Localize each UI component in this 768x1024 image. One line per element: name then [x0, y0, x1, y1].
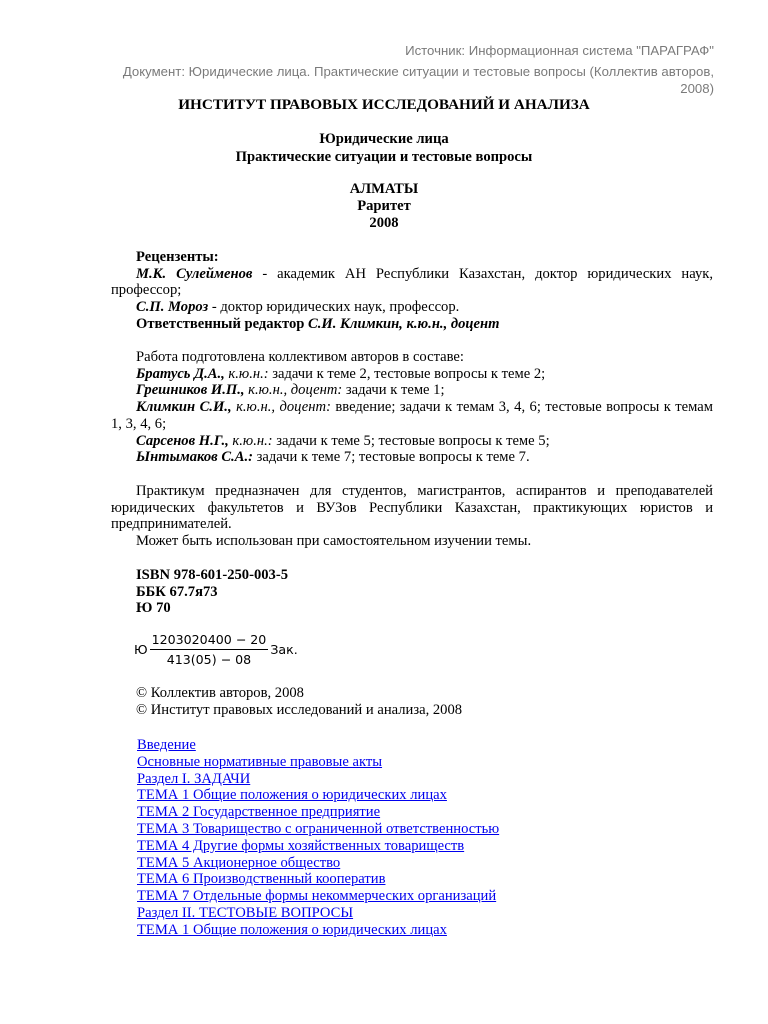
purpose-note: Может быть использован при самостоятельном изучении темы. [136, 533, 532, 550]
book-subtitle: Практические ситуации и тестовые вопросы [235, 149, 533, 165]
author-2-name: Грешников И.П., [136, 382, 245, 399]
author-3-title: к.ю.н., доцент: [231, 399, 331, 416]
toc-link-topic-5[interactable]: ТЕМА 5 Акционерное общество [137, 854, 341, 871]
toc-link-test-topic-1[interactable]: ТЕМА 1 Общие положения о юридических лицах [137, 921, 447, 938]
reviewer-1-desc: - академик АН Республики Казахстан, доктор юридических наук, профессор; [111, 265, 713, 299]
reviewer-1 [111, 266, 713, 299]
toc-link-topic-1[interactable]: ТЕМА 1 Общие положения о юридических лицах [137, 787, 447, 804]
institute-title: ИНСТИТУТ ПРАВОВЫХ ИССЛЕДОВАНИЙ И АНАЛИЗА [178, 96, 590, 113]
author-4-name: Сарсенов Н.Г., [136, 432, 229, 449]
author-1-title: к.ю.н.: [224, 365, 269, 382]
author-5-work: задачи к теме 7; тестовые вопросы к теме 7. [252, 449, 530, 466]
formula-fraction [150, 632, 269, 667]
toc-link-topic-4[interactable]: ТЕМА 4 Другие формы хозяйственных товариществ [137, 837, 465, 854]
formula-denominator: 413(05) − 08 [166, 652, 252, 667]
author-1-name: Братусь Д.А., [136, 365, 225, 382]
editor-label: Ответственный редактор [136, 315, 309, 332]
isbn: ISBN 978-601-250-003-5 [136, 567, 289, 583]
toc-link-section-2[interactable]: Раздел II. ТЕСТОВЫЕ ВОПРОСЫ [137, 904, 354, 921]
author-3-name: Климкин С.И., [136, 399, 232, 416]
author-2-title: к.ю.н., доцент: [244, 382, 343, 399]
editor-line [111, 316, 713, 333]
reviewer-1-name: М.К. Сулейменов [136, 265, 253, 282]
reviewers-heading: Рецензенты: [136, 249, 219, 265]
copyright-authors: © Коллектив авторов, 2008 [136, 685, 304, 701]
editor-name: С.И. Климкин, к.ю.н., доцент [308, 315, 500, 332]
year: 2008 [369, 215, 399, 231]
author-5 [111, 449, 713, 466]
document-line: Документ: Юридические лица. Практические ситуации и тестовые вопросы (Коллектив авторов, 2008) [122, 64, 714, 96]
author-1-work: задачи к теме 2, тестовые вопросы к теме 2; [268, 365, 546, 382]
author-4-work: задачи к теме 5; тестовые вопросы к теме 5; [272, 432, 550, 449]
formula-suffix: Зак. [270, 642, 298, 657]
author-2-work: задачи к теме 1; [342, 382, 445, 399]
toc-link-topic-6[interactable]: ТЕМА 6 Производственный кооператив [137, 871, 386, 888]
copyright-institute: © Институт правовых исследований и анализа, 2008 [136, 701, 463, 718]
bbk: ББК 67.7я73 [136, 583, 218, 600]
reviewer-2-desc: - доктор юридических наук, профессор. [208, 299, 460, 316]
yu-code: Ю 70 [136, 600, 171, 617]
reviewer-2 [111, 299, 713, 316]
toc-link-topic-3[interactable]: ТЕМА 3 Товарищество с ограниченной ответственностью [137, 820, 500, 837]
toc-link-topic-7[interactable]: ТЕМА 7 Отдельные формы некоммерческих организаций [137, 888, 497, 905]
author-1 [111, 366, 713, 383]
source-line: Источник: Информационная система "ПАРАГРАФ" [405, 43, 714, 58]
author-4 [111, 433, 713, 450]
publisher: Раритет [357, 198, 411, 214]
author-3-work: введение; задачи к темам 3, 4, 6; тестовые вопросы к темам 1, 3, 4, 6; [111, 399, 714, 432]
author-2 [111, 382, 713, 399]
city: АЛМАТЫ [349, 181, 419, 197]
reviewers-block [111, 249, 713, 333]
codes-block [111, 567, 713, 617]
table-of-contents [137, 737, 499, 939]
formula-prefix: Ю [134, 642, 148, 657]
authors-block [111, 349, 713, 466]
toc-link-topic-2[interactable]: ТЕМА 2 Государственное предприятие [137, 804, 381, 821]
toc-link-section-1[interactable]: Раздел I. ЗАДАЧИ [137, 770, 251, 787]
copyright-block [111, 685, 713, 718]
purpose-paragraph: Практикум предназначен для студентов, магистрантов, аспирантов и преподавателей юридических факультетов и ВУЗов Республики Казахстан, практикующих юристов и предпринимателей. [111, 483, 713, 533]
author-5-name: Ынтымаков С.А.: [136, 449, 253, 466]
formula-numerator: 1203020400 − 20 [150, 632, 269, 650]
catalog-formula [134, 632, 298, 667]
purpose-block [111, 483, 713, 550]
reviewer-2-name: С.П. Мороз [136, 299, 209, 316]
author-3 [111, 399, 713, 432]
authors-intro: Работа подготовлена коллективом авторов в составе: [136, 349, 464, 365]
toc-link-normative-acts[interactable]: Основные нормативные правовые акты [137, 753, 383, 770]
book-title: Юридические лица [319, 131, 449, 147]
toc-link-introduction[interactable]: Введение [137, 737, 196, 753]
author-4-title: к.ю.н.: [228, 432, 273, 449]
